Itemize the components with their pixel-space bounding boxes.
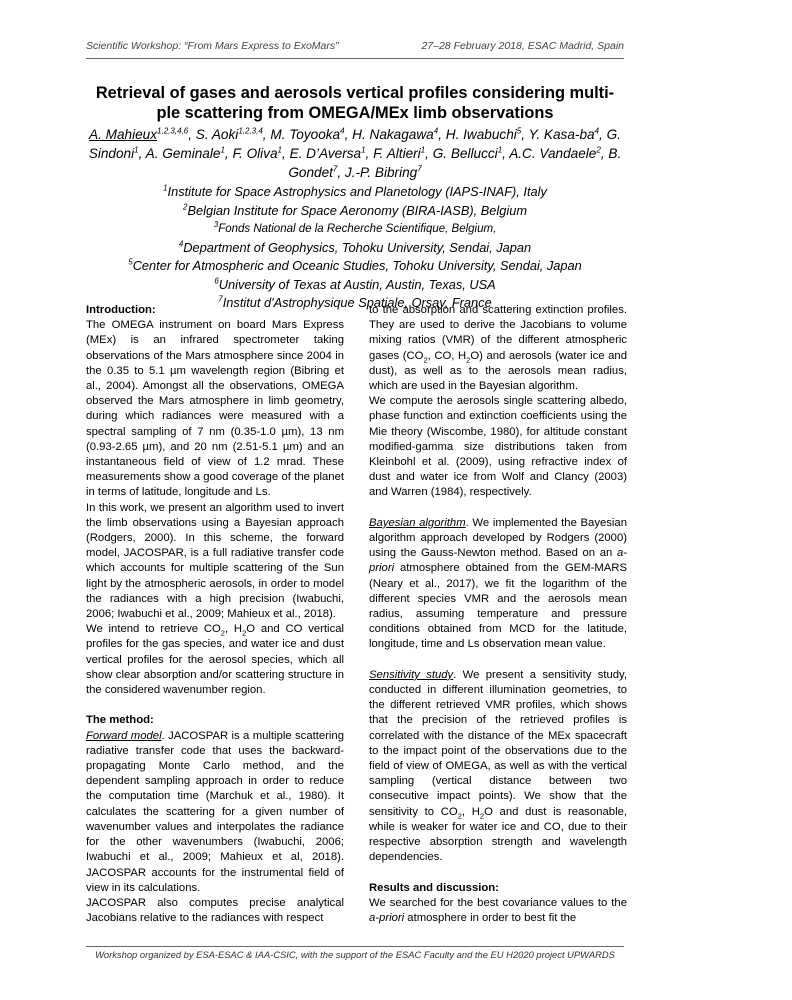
author-name: A. Mahieux bbox=[89, 127, 158, 142]
author-name: F. Altieri bbox=[373, 146, 421, 161]
intro-paragraph-2: In this work, we present an algorithm used to invert the limb observations using a Bayesian approach (Rodgers, 2000). In this scheme, the forward model, JACOSPAR, is a full radiative transfer code which accounts for multiple scattering of the Sun light by the atmospheric aerosols, in order to model the radiances with a high precision (Iwabuchi, 2006; Iwabuchi et al., 2009; Mahieux et al., 2018). bbox=[86, 501, 344, 621]
jacobians-continued-paragraph: to the absorption and scattering extinction profiles. They are used to derive the Jacobians to volume mixing ratios (VMR) of the different atmospheric gases ($CO_2$, CO, $H_2O$) and aerosols (water ice and dust), as well as to the aerosols mean radius, which are used in the Bayesian algorithm. bbox=[369, 304, 627, 393]
section-heading-method: The method: bbox=[86, 714, 154, 727]
intro-paragraph-3: We intend to retrieve $CO_2$, $H_2O$ and CO vertical profiles for the gas species, and water ice and dust vertical profiles for the aerosol species, which all show clear absorption and/or scattering structure in the considered wavenumber region. bbox=[86, 623, 345, 697]
section-heading-results: Results and discussion: bbox=[369, 881, 499, 894]
running-header bbox=[86, 40, 624, 56]
author-affiliation-mark: 4 bbox=[594, 126, 600, 136]
author-name: B. Gondet bbox=[288, 146, 622, 180]
section-heading-introduction: Introduction: bbox=[86, 304, 156, 316]
affiliation-line bbox=[86, 220, 624, 239]
intro-paragraph-1: The OMEGA instrument on board Mars Express (MEx) is an infrared spectrometer taking observations of the Mars atmosphere since 2004 in the 0.35 to 5.1 µm wavelength region (Bibring et al., 2004). Amongst all the observations, OMEGA observed the Mars atmosphere in limb geometry, during which radiances were measured with a spectral sampling of 7 nm (0.35-1.0 µm), 13 nm (0.93-2.65 µm), and 20 nm (2.51-5.1 µm) and an instantaneous field of view of 1.2 mrad. These measurements show a good coverage of the planet in terms of latitude, longitude and Ls. bbox=[86, 319, 344, 499]
author-list: A. Mahieux$^{1,2,3,4,6}$, S. Aoki$^{1,2,3,4}$, M. Toyooka$^4$, H. Nakagawa$^4$, H. Iwabuchi$^5$, Y. Kasa-$ba^4$, G. Sindoni$^1$, A. Geminale$^1$, F. Oliva$^1$, E. D’Aversa$^1$, F. Altieri$^1$, G. Bellucci$^1$, A.C. Vandaele$^2$, B. Gondet$^7$, J.-P. Bibring$^7$ bbox=[88, 126, 622, 180]
mie-theory-paragraph: We compute the aerosols single scattering albedo, phase function and extinction coefficients using the Mie theory (Wiscombe, 1980), for altitude constant modified-gamma size distributions taken from Kleinbohl et al. (2009), using refractive index of dust and water ice from Wolf and Clancy (2003) and Warren (1984), respectively. bbox=[369, 395, 627, 499]
affiliation-number: 2 bbox=[183, 202, 188, 212]
author-affiliation-mark: 7 bbox=[417, 164, 422, 174]
footer-rule bbox=[86, 946, 624, 947]
author-affiliation-mark: 1 bbox=[134, 145, 139, 155]
header-workshop-name: Scientific Workshop: “From Mars Express to ExoMars” bbox=[86, 40, 339, 52]
paper-title: Retrieval of gases and aerosols vertical profiles considering multi-ple scattering from OMEGA/MEx limb observations bbox=[95, 84, 615, 122]
author-name: M. Toyooka bbox=[270, 127, 341, 142]
affiliation-number: 5 bbox=[128, 257, 133, 267]
sensitivity-study-paragraph: Sensitivity study. We present a sensitivity study, conducted in different illumination geometries, to the different retrieved VMR profiles, which shows that the precision of the retrieved profiles is correlated with the distance of the MEx spacecraft to the impact point of the observations due to the field of view of OMEGA, as well as with the vertical sampling (vertical distance between two consecutive impact points). We show that the sensitivity to $CO_2$, $H_2O$ and dust is reasonable, while is weaker for water ice and CO, due to their respective absorption strength and wavelength dependencies. bbox=[369, 668, 627, 864]
author-affiliation-mark: 4 bbox=[340, 126, 345, 136]
affiliation-text: Institute for Space Astrophysics and Planetology (IAPS-INAF), Italy bbox=[167, 184, 547, 199]
forward-model-paragraph: Forward model. JACOSPAR is a multiple scattering radiative transfer code that uses the backward-propagating Monte Carlo method, and the dependent sampling approach in order to reduce the computation time (Marchuk et al., 1980). It calculates the scattering for a given number of wavenumber values and interpolates the radiance for the other wavenumbers (Iwabuchi, 2006; Iwabuchi et al., 2009; Mahieux et al, 2018). JACOSPAR accounts for the instrumental field of view in its calculations. bbox=[86, 729, 344, 894]
author-name: G. Bellucci bbox=[432, 146, 498, 161]
affiliation-number: 7 bbox=[218, 294, 223, 304]
affiliation-line bbox=[86, 257, 624, 276]
forward-model-label: Forward model bbox=[86, 729, 162, 742]
author-name: H. Nakagawa bbox=[352, 127, 434, 142]
affiliation-text: University of Texas at Austin, Austin, Texas, USA bbox=[218, 276, 496, 292]
author-affiliation-mark: 1 bbox=[361, 145, 366, 155]
affiliation-text: Belgian Institute for Space Aeronomy (BIRA-IASB), Belgium bbox=[187, 202, 527, 218]
sensitivity-study-label: Sensitivity study bbox=[369, 668, 454, 681]
author-affiliation-mark: 1,2,3,4 bbox=[238, 126, 263, 136]
affiliation-text: Institut d'Astrophysique Spatiale, Orsay, France bbox=[222, 295, 492, 310]
author-affiliation-mark: 1 bbox=[277, 145, 282, 155]
affiliation-line bbox=[86, 202, 624, 221]
header-rule bbox=[86, 58, 624, 59]
author-affiliation-mark: 1 bbox=[497, 145, 503, 155]
affiliation-text: Center for Atmospheric and Oceanic Studies, Tohoku University, Sendai, Japan bbox=[132, 258, 582, 273]
left-column bbox=[86, 303, 344, 926]
bayesian-algorithm-paragraph: Bayesian algorithm. We implemented the Bayesian algorithm approach developed by Rodgers (2000) using the Gauss-Newton method. Based on an a-priori atmosphere obtained from the GEM-MARS (Neary et al., 2017), we fit the logarithm of the different species VMR and the aerosols mean radius, assuming temperature and pressure conditions obtained from MCD for the latitude, longitude, time and Ls observation mean value. bbox=[369, 516, 627, 651]
affiliation-text: Department of Geophysics, Tohoku University, Sendai, Japan bbox=[183, 239, 532, 255]
author-affiliation-mark: 4 bbox=[433, 126, 439, 136]
author-affiliation-mark: 7 bbox=[332, 164, 338, 174]
author-affiliation-mark: 5 bbox=[516, 126, 522, 136]
author-affiliation-mark: 1,2,3,4,6 bbox=[157, 126, 189, 136]
author-affiliation-mark: 1 bbox=[420, 145, 426, 155]
affiliation-text: Fonds National de la Recherche Scientifique, Belgium, bbox=[218, 223, 497, 235]
right-column bbox=[369, 303, 627, 926]
author-name: E. D’Aversa bbox=[289, 146, 362, 161]
author-name: A. Geminale bbox=[145, 146, 221, 161]
author-name: H. Iwabuchi bbox=[445, 127, 517, 142]
affiliation-line bbox=[86, 276, 624, 295]
jacobians-paragraph: JACOSPAR also computes precise analytical Jacobians relative to the radiances with respect bbox=[86, 896, 344, 925]
author-name: A.C. Vandaele bbox=[509, 146, 597, 161]
bayesian-algorithm-label: Bayesian algorithm bbox=[369, 516, 466, 529]
author-name: S. Aoki bbox=[195, 127, 239, 142]
page-footer: Workshop organized by ESA-ESAC & IAA-CSIC, with the support of the ESAC Faculty and the EU H2020 project UPWARDS bbox=[95, 949, 615, 960]
author-name: Y. Kasa-ba bbox=[528, 127, 595, 142]
affiliation-number: 1 bbox=[163, 183, 168, 193]
affiliation-number: 6 bbox=[214, 276, 219, 286]
affiliation-line bbox=[86, 183, 624, 202]
affiliation-number: 4 bbox=[178, 239, 184, 249]
affiliation-line bbox=[86, 239, 624, 258]
author-name: J.-P. Bibring bbox=[344, 165, 418, 180]
affiliation-number: 3 bbox=[213, 220, 219, 230]
header-date-location: 27–28 February 2018, ESAC Madrid, Spain bbox=[421, 40, 624, 52]
author-affiliation-mark: 2 bbox=[596, 145, 601, 155]
author-name: F. Oliva bbox=[232, 146, 278, 161]
affiliation-list bbox=[86, 183, 624, 313]
author-affiliation-mark: 1 bbox=[220, 145, 225, 155]
results-paragraph: We searched for the best covariance values to the a-priori atmosphere in order to best fit the bbox=[369, 896, 627, 925]
author-name: G. Sindoni bbox=[88, 127, 621, 161]
